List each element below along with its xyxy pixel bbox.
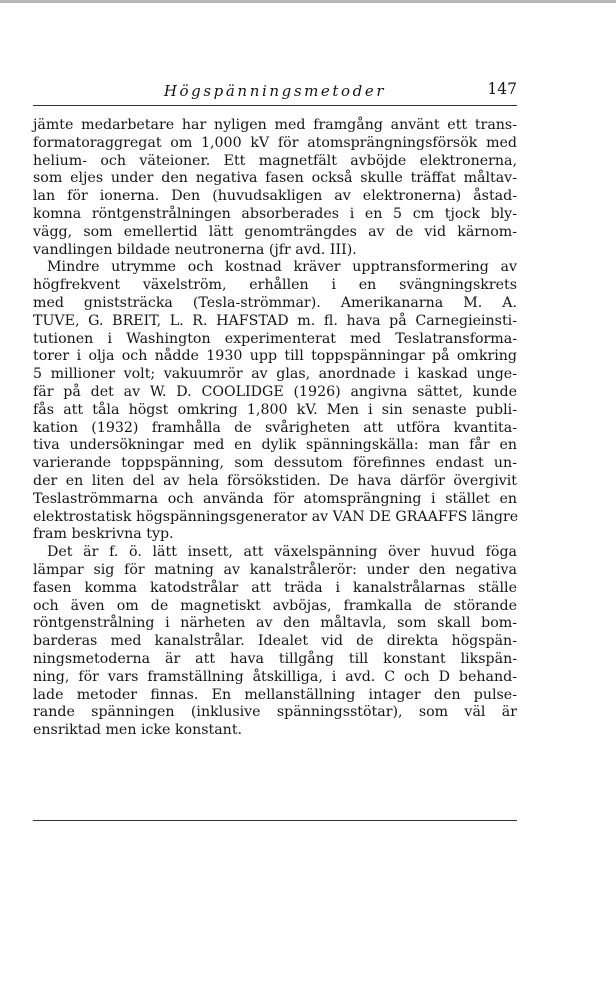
body-text [33,117,517,740]
text-line: formatoraggregat om 1,000 kV för atomsprängningsförsök med [33,134,517,151]
text-line: fås att tåla högst omkring 1,800 kV. Men i sin senaste publi- [33,401,517,418]
text-line: kation (1932) framhålla de svårigheten att utföra kvantita- [33,419,517,436]
paragraph-start-line: Mindre utrymme och kostnad kräver upptransformering av [47,259,517,276]
text-line: ningsmetoderna är att hava tillgång till konstant likspän- [33,650,517,667]
text-line: ning, för vars framställning åtskilliga, i avd. C och D behand- [33,668,517,685]
text-line: fär på det av W. D. COOLIDGE (1926) angivna sättet, kunde [33,383,517,400]
text-line: komna röntgenstrålningen absorberades i en 5 cm tjock bly- [33,205,517,222]
text-line: 5 millioner volt; vakuumrör av glas, anordnade i kaskad unge- [33,366,517,383]
header-rule [33,105,517,106]
text-line: med gniststräcka (Tesla-strömmar). Amerikanarna M. A. [33,294,517,311]
text-line: och även om de magnetiskt avböjas, framkalla de störande [33,597,517,614]
text-line: barderas med kanalstrålar. Idealet vid de direkta högspän- [33,633,517,650]
text-line: torer i olja och nådde 1930 upp till toppspänningar på omkring [33,348,517,365]
text-line: tutionen i Washington experimenterat med Teslatransforma- [33,330,517,347]
text-line: fram beskrivna typ. [33,526,174,543]
text-line: jämte medarbetare har nyligen med framgång använt ett trans- [33,117,517,133]
text-line: som eljes under den negativa fasen också skulle träffat måltav- [33,170,517,187]
text-line: lämpar sig för matning av kanalstrålerör: under den negativa [33,561,517,578]
text-line: röntgenstrålning i närheten av den måltavla, som skall bom- [33,615,517,632]
page-number: 147 [487,80,517,98]
running-title: Högspänningsmetoder [163,82,387,100]
text-line: vägg, som emellertid lätt genomträngdes av de vid kärnom- [33,223,517,240]
text-line: tiva undersökningar med en dylik spänningskälla: man får en [33,437,517,454]
text-line: rande spänningen (inklusive spänningsstötar), som väl är [33,704,517,721]
text-line: elektrostatisk högspänningsgenerator av VAN DE GRAAFFS längre [33,508,519,525]
text-line: TUVE, G. BREIT, L. R. HAFSTAD m. fl. hava på Carnegieinsti- [33,312,517,329]
page-header [33,82,517,104]
text-line: högfrekvent växelström, erhållen i en svängningskrets [33,277,517,294]
top-border-rule [0,0,616,3]
text-line: vandlingen bildade neutronerna (jfr avd. III). [33,241,357,258]
text-line: ensriktad men icke konstant. [33,722,243,739]
text-line: varierande toppspänning, som dessutom förefinnes endast un- [33,455,517,472]
text-line: fasen komma katodstrålar att träda i kanalstrålarnas ställe [33,579,517,596]
text-line: Teslaströmmarna och använda för atomsprängning i stället en [33,490,517,507]
text-line: helium- och väteioner. Ett magnetfält avböjde elektronerna, [33,152,517,169]
paragraph-start-line: Det är f. ö. lätt insett, att växelspänning över huvud föga [47,544,517,561]
footer-rule [33,820,517,821]
text-line: lan för ionerna. Den (huvudsakligen av elektronerna) åstad- [33,188,517,205]
text-line: lade metoder finnas. En mellanställning intager den pulse- [33,686,517,703]
text-line: der en liten del av hela försökstiden. De hava därför övergivit [33,472,517,489]
